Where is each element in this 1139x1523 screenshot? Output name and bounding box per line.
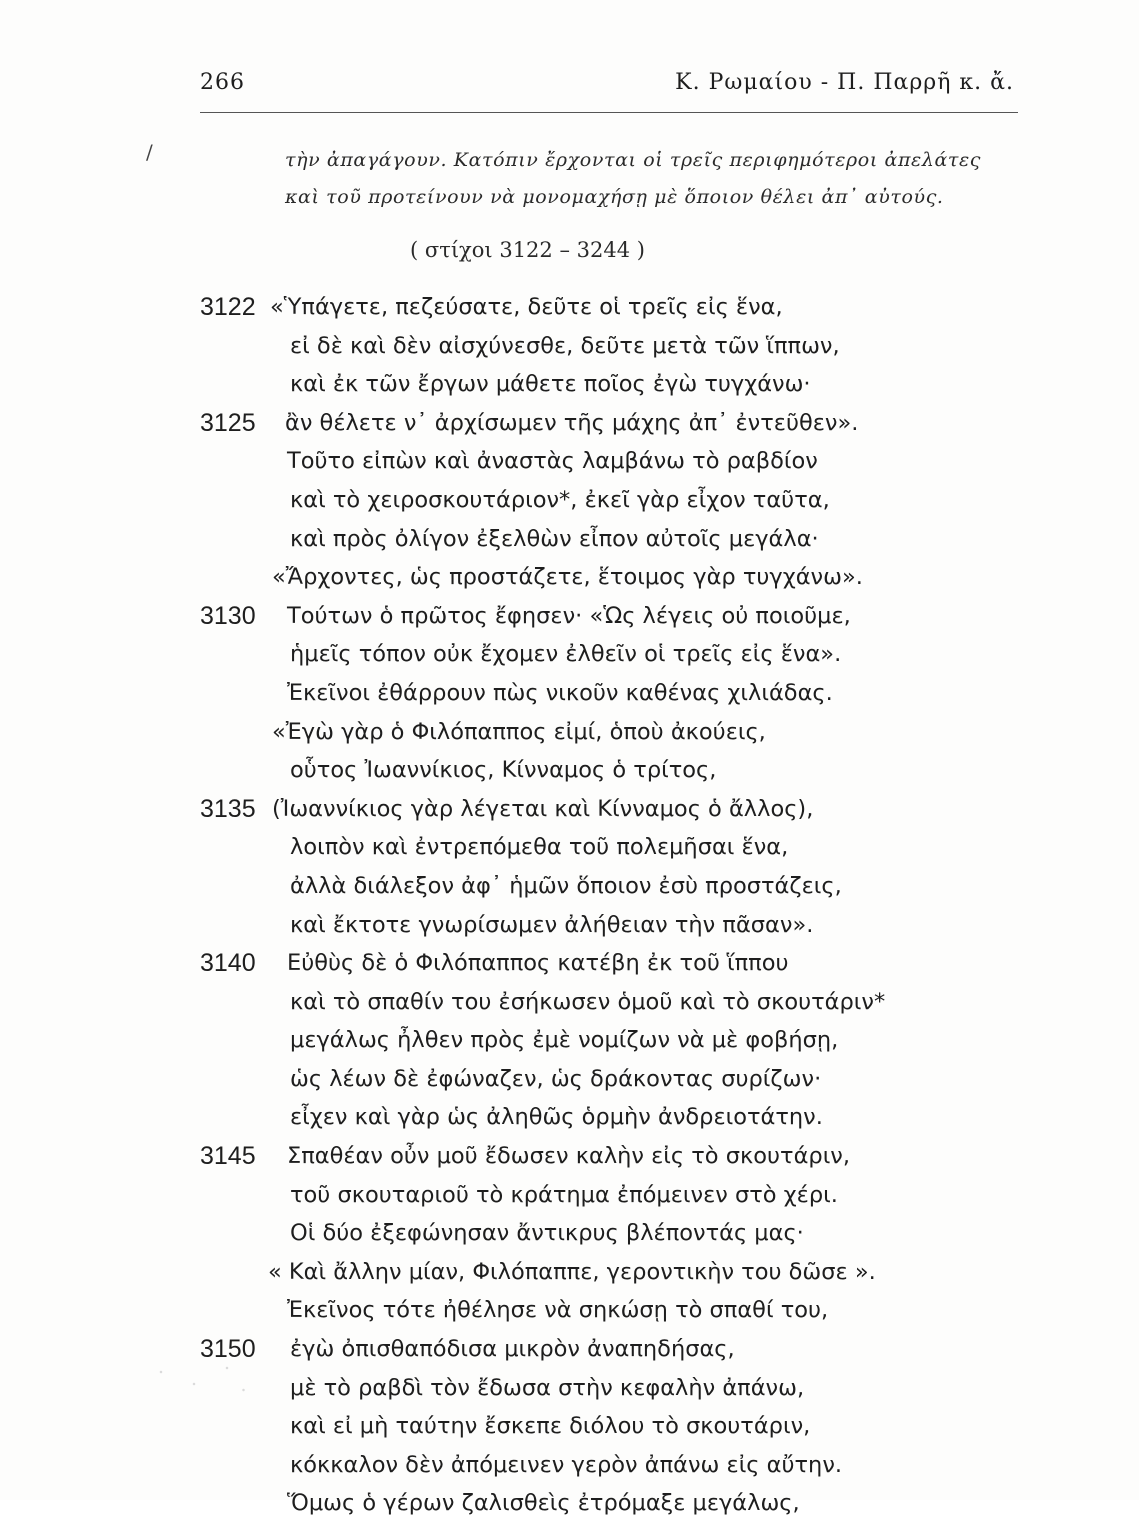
verse-line bbox=[0, 751, 1139, 790]
verse-number: 3135 bbox=[200, 794, 256, 823]
verse-text: «Ἄρχοντες, ὡς προστάζετε, ἕτοιμος γὰρ τυγχάνω». bbox=[272, 564, 863, 591]
verse-line bbox=[0, 1021, 1139, 1060]
summary-line: τὴν ἀπαγάγουν. Κατόπιν ἔρχονται οἱ τρεῖς περιφημότεροι ἀπελάτες bbox=[285, 149, 982, 171]
scan-speckles bbox=[150, 1360, 260, 1400]
verse-line bbox=[0, 442, 1139, 481]
verse-text: λοιπὸν καὶ ἐντρεπόμεθα τοῦ πολεμῆσαι ἕνα, bbox=[290, 834, 789, 861]
header-rule bbox=[200, 112, 1018, 113]
page-number: 266 bbox=[200, 70, 245, 95]
verse-line bbox=[0, 828, 1139, 867]
verse-number: 3122 bbox=[200, 293, 256, 321]
verse-line bbox=[0, 520, 1139, 559]
verse-text: Σπαθέαν οὖν μοῦ ἔδωσεν καλὴν εἰς τὸ σκουτάριν, bbox=[287, 1143, 851, 1170]
verse-line bbox=[0, 906, 1139, 945]
verse-line bbox=[0, 481, 1139, 520]
verse-text: καὶ εἰ μὴ ταύτην ἔσκεπε διόλου τὸ σκουτάριν, bbox=[290, 1413, 811, 1440]
verse-text: καὶ ἐκ τῶν ἔργων μάθετε ποῖος ἐγὼ τυγχάνω· bbox=[290, 371, 811, 398]
verse-text: ἂν θέλετε ν᾽ ἀρχίσωμεν τῆς μάχης ἀπ᾽ ἐντεῦθεν». bbox=[285, 409, 859, 436]
page-header bbox=[200, 70, 1018, 106]
verse-text: μὲ τὸ ραβδὶ τὸν ἔδωσα στὴν κεφαλὴν ἀπάνω, bbox=[290, 1374, 805, 1401]
verse-line bbox=[0, 1253, 1139, 1292]
verse-text: καὶ τὸ σπαθίν του ἐσήκωσεν ὁμοῦ καὶ τὸ σκουτάριν* bbox=[290, 988, 886, 1015]
verse-range: ( στίχοι 3122 – 3244 ) bbox=[410, 238, 645, 262]
poem bbox=[0, 288, 1139, 1523]
verse-line bbox=[0, 404, 1139, 443]
verse-line bbox=[0, 944, 1139, 983]
verse-text: εἰ δὲ καὶ δὲν αἰσχύνεσθε, δεῦτε μετὰ τῶν ἵππων, bbox=[290, 332, 840, 359]
verse-text: «Ὑπάγετε, πεζεύσατε, δεῦτε οἱ τρεῖς εἰς ἕνα, bbox=[270, 294, 783, 320]
verse-text: ἡμεῖς τόπον οὐκ ἔχομεν ἐλθεῖν οἱ τρεῖς εἰς ἕνα». bbox=[290, 641, 842, 668]
verse-text: Ἐκεῖνοι ἐθάρρουν πὼς νικοῦν καθένας χιλιάδας. bbox=[287, 679, 833, 706]
verse-line bbox=[0, 1137, 1139, 1176]
verse-line bbox=[0, 365, 1139, 404]
verse-line bbox=[0, 790, 1139, 829]
verse-text: Εὐθὺς δὲ ὁ Φιλόπαππος κατέβη ἐκ τοῦ ἵππου bbox=[287, 950, 789, 977]
verse-text: ἀλλὰ διάλεξον ἀφ᾽ ἡμῶν ὅποιον ἐσὺ προστάζεις, bbox=[290, 872, 842, 899]
summary-line: καὶ τοῦ προτείνουν νὰ μονομαχήσῃ μὲ ὅποιον θέλει ἀπ᾽ αὐτούς. bbox=[285, 186, 944, 208]
verse-text: ἐγὼ ὀπισθαπόδισα μικρὸν ἀναπηδήσας, bbox=[290, 1336, 735, 1363]
verse-text: « Καὶ ἄλλην μίαν, Φιλόπαππε, γεροντικὴν του δῶσε ». bbox=[268, 1258, 876, 1285]
summary-paragraph bbox=[285, 142, 1025, 216]
verse-text: εἶχεν καὶ γὰρ ὡς ἀληθῶς ὁρμὴν ἀνδρειοτάτην. bbox=[290, 1104, 823, 1131]
verse-line bbox=[0, 327, 1139, 366]
verse-line bbox=[0, 1407, 1139, 1446]
verse-line bbox=[0, 558, 1139, 597]
verse-text: ὡς λέων δὲ ἐφώναζεν, ὡς δράκοντας συρίζων· bbox=[290, 1065, 822, 1092]
verse-number: 3150 bbox=[200, 1335, 256, 1364]
verse-text: κόκκαλον δὲν ἀπόμεινεν γερὸν ἀπάνω εἰς αὔτην. bbox=[290, 1451, 843, 1478]
verse-text: καὶ πρὸς ὀλίγον ἐξελθὼν εἶπον αὐτοῖς μεγάλα· bbox=[290, 525, 819, 552]
verse-line bbox=[0, 983, 1139, 1022]
verse-line bbox=[0, 1060, 1139, 1099]
verse-text: Ὅμως ὁ γέρων ζαλισθεὶς ἐτρόμαξε μεγάλως, bbox=[287, 1490, 800, 1517]
verse-text: οὗτος Ἰωαννίκιος, Κίνναμος ὁ τρίτος, bbox=[290, 757, 717, 784]
verse-line bbox=[0, 1446, 1139, 1485]
verse-text: καὶ τὸ χειροσκουτάριον*, ἐκεῖ γὰρ εἶχον ταῦτα, bbox=[290, 486, 830, 513]
verse-line bbox=[0, 1176, 1139, 1215]
verse-number: 3130 bbox=[200, 601, 256, 630]
verse-line bbox=[0, 867, 1139, 906]
verse-line bbox=[0, 713, 1139, 752]
verse-text: Τοῦτο εἰπὼν καὶ ἀναστὰς λαμβάνω τὸ ραβδίον bbox=[287, 448, 818, 475]
verse-number: 3145 bbox=[200, 1142, 256, 1171]
verse-text: «Ἐγὼ γὰρ ὁ Φιλόπαππος εἰμί, ὁποὺ ἀκούεις, bbox=[272, 718, 766, 745]
verse-text: Οἱ δύο ἐξεφώνησαν ἄντικρυς βλέποντάς μας· bbox=[290, 1220, 804, 1247]
verse-number: 3125 bbox=[200, 408, 256, 437]
verse-text: Ἐκεῖνος τότε ἠθέλησε νὰ σηκώσῃ τὸ σπαθί του, bbox=[287, 1297, 829, 1324]
verse-text: (Ἰωαννίκιος γὰρ λέγεται καὶ Κίνναμος ὁ ἄλλος), bbox=[272, 795, 814, 822]
verse-text: μεγάλως ἦλθεν πρὸς ἐμὲ νομίζων νὰ μὲ φοβήσῃ, bbox=[290, 1027, 839, 1054]
verse-line bbox=[0, 674, 1139, 713]
verse-line bbox=[0, 1214, 1139, 1253]
verse-text: καὶ ἔκτοτε γνωρίσωμεν ἀλήθειαν τὴν πᾶσαν». bbox=[290, 911, 814, 938]
verse-line bbox=[0, 597, 1139, 636]
verse-number: 3140 bbox=[200, 949, 256, 978]
verse-line bbox=[0, 1291, 1139, 1330]
verse-line bbox=[0, 635, 1139, 674]
verse-line bbox=[0, 1098, 1139, 1137]
margin-mark: / bbox=[146, 140, 153, 164]
running-head: Κ. Ρωμαίου - Π. Παρρῆ κ. ἄ. bbox=[675, 70, 1014, 95]
verse-text: τοῦ σκουταριοῦ τὸ κράτημα ἐπόμεινεν στὸ χέρι. bbox=[290, 1181, 838, 1208]
verse-line bbox=[0, 1484, 1139, 1523]
verse-text: Τούτων ὁ πρῶτος ἔφησεν· «Ὡς λέγεις οὐ ποιοῦμε, bbox=[287, 602, 851, 629]
verse-line bbox=[0, 288, 1139, 327]
